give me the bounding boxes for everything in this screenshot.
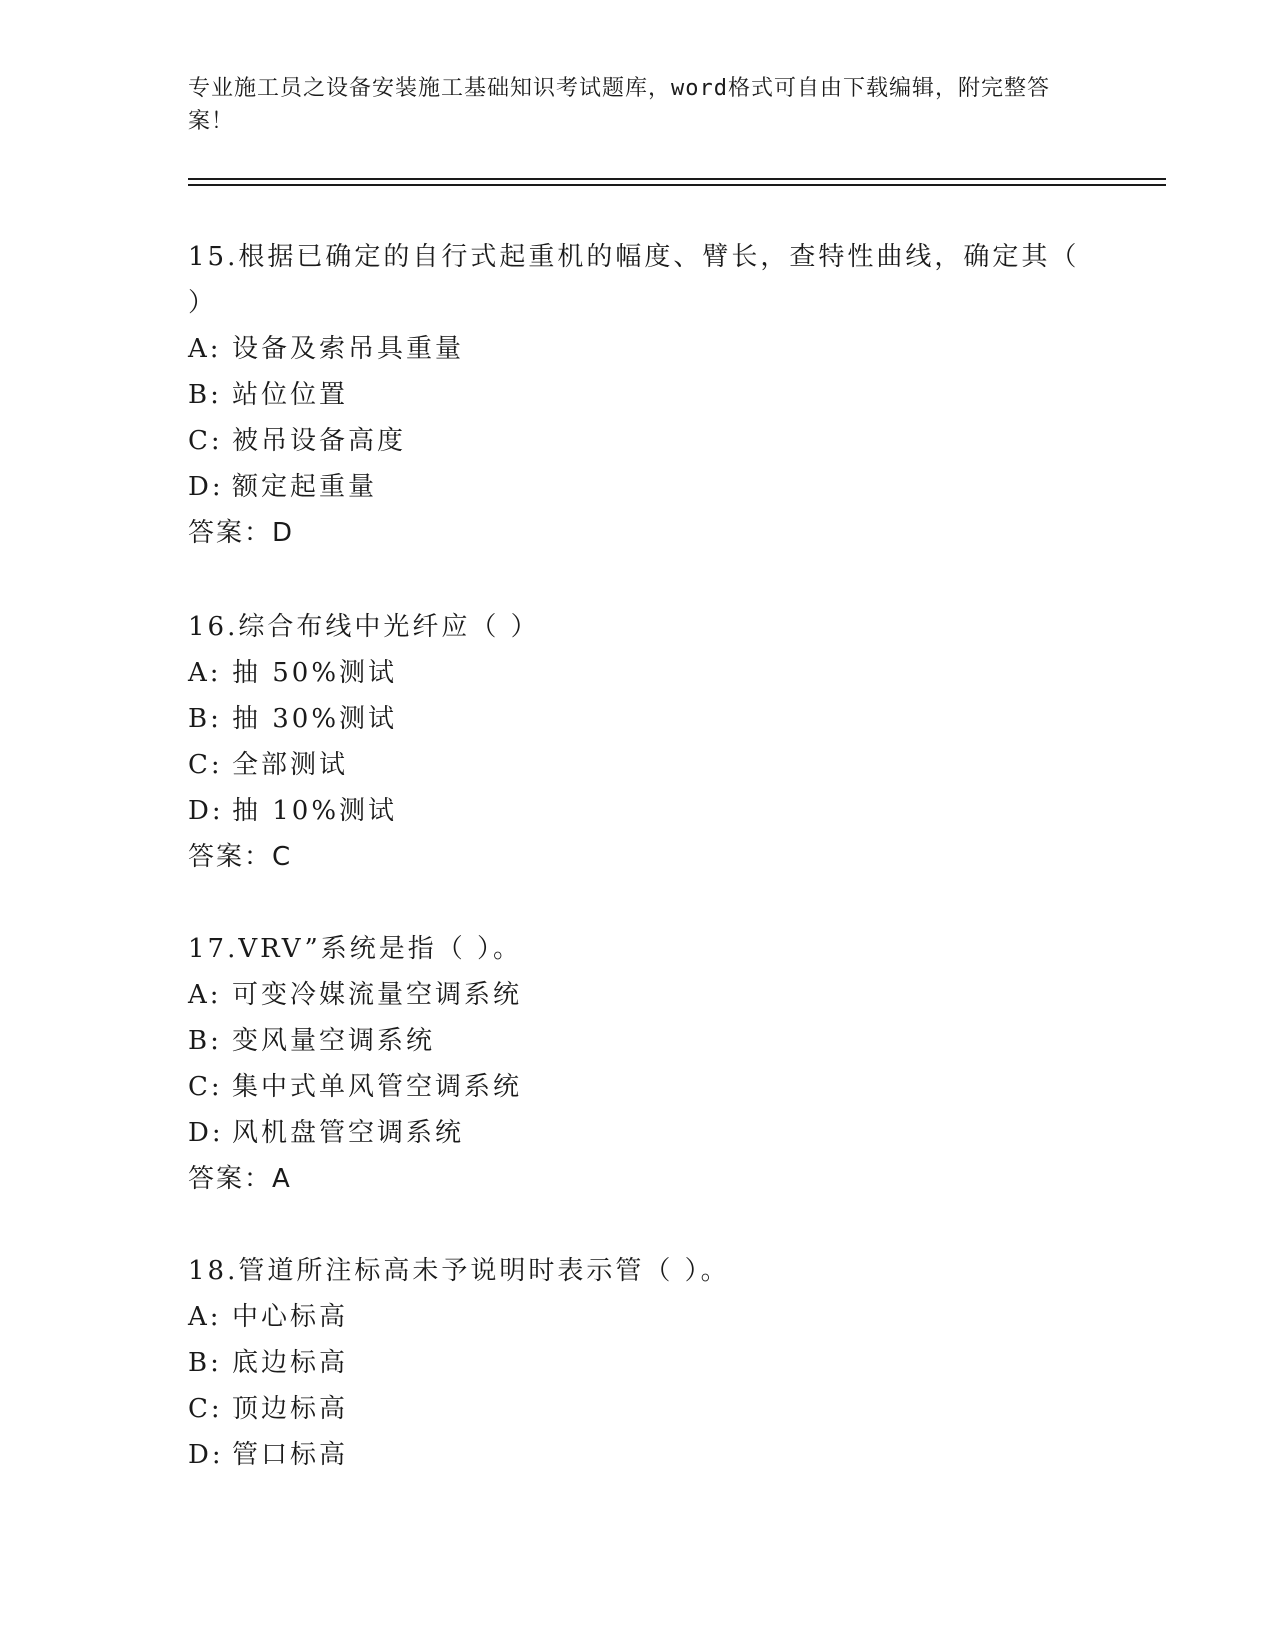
option-c (188, 418, 1088, 464)
option-text: 变风量空调系统 (232, 1026, 436, 1056)
option-text: 抽 50%测试 (232, 658, 398, 688)
option-a (188, 326, 1088, 372)
option-letter: B: (188, 1026, 222, 1056)
question-stem: 15.根据已确定的自行式起重机的幅度、臂长，查特性曲线，确定其（ ） (188, 242, 1080, 318)
question-17 (188, 926, 1088, 1202)
option-letter: D: (188, 796, 224, 826)
option-a (188, 650, 1088, 696)
header-divider-top (188, 178, 1166, 180)
question-16 (188, 604, 1088, 880)
header-divider-bottom (188, 184, 1166, 186)
answer-line: 答案：D (188, 518, 295, 548)
option-b (188, 696, 1088, 742)
answer-line: 答案：C (188, 842, 293, 872)
option-text: 抽 10%测试 (232, 796, 398, 826)
option-d (188, 1432, 1088, 1478)
question-stem: 16.综合布线中光纤应（ ） (188, 612, 540, 642)
option-b (188, 372, 1088, 418)
option-text: 站位位置 (232, 380, 349, 410)
option-text: 集中式单风管空调系统 (232, 1072, 523, 1102)
option-letter: C: (188, 426, 223, 456)
question-15 (188, 234, 1088, 556)
option-letter: C: (188, 750, 223, 780)
question-stem: 17.VRV”系统是指（ ）。 (188, 934, 523, 964)
question-stem: 18.管道所注标高未予说明时表示管（ ）。 (188, 1256, 730, 1286)
question-18 (188, 1248, 1088, 1478)
option-c (188, 1064, 1088, 1110)
option-text: 风机盘管空调系统 (232, 1118, 465, 1148)
option-text: 额定起重量 (232, 472, 378, 502)
option-d (188, 464, 1088, 510)
option-letter: B: (188, 1348, 222, 1378)
option-a (188, 972, 1088, 1018)
option-letter: A: (188, 980, 222, 1010)
option-c (188, 742, 1088, 788)
option-text: 中心标高 (232, 1302, 349, 1332)
option-text: 被吊设备高度 (232, 426, 407, 456)
option-text: 顶边标高 (232, 1394, 349, 1424)
option-letter: D: (188, 1118, 224, 1148)
option-d (188, 788, 1088, 834)
option-text: 设备及索吊具重量 (232, 334, 465, 364)
option-b (188, 1340, 1088, 1386)
option-text: 底边标高 (232, 1348, 349, 1378)
option-letter: C: (188, 1072, 223, 1102)
answer-line: 答案：A (188, 1164, 292, 1194)
document-header: 专业施工员之设备安装施工基础知识考试题库，word格式可自由下载编辑，附完整答案！ (188, 76, 1050, 134)
option-text: 可变冷媒流量空调系统 (232, 980, 523, 1010)
option-text: 抽 30%测试 (232, 704, 398, 734)
option-letter: A: (188, 334, 222, 364)
option-letter: A: (188, 1302, 222, 1332)
option-letter: B: (188, 704, 222, 734)
option-letter: C: (188, 1394, 223, 1424)
option-b (188, 1018, 1088, 1064)
option-letter: A: (188, 658, 222, 688)
option-letter: D: (188, 472, 224, 502)
option-letter: B: (188, 380, 222, 410)
option-a (188, 1294, 1088, 1340)
option-letter: D: (188, 1440, 224, 1470)
option-d (188, 1110, 1088, 1156)
option-text: 管口标高 (232, 1440, 349, 1470)
option-text: 全部测试 (232, 750, 349, 780)
option-c (188, 1386, 1088, 1432)
